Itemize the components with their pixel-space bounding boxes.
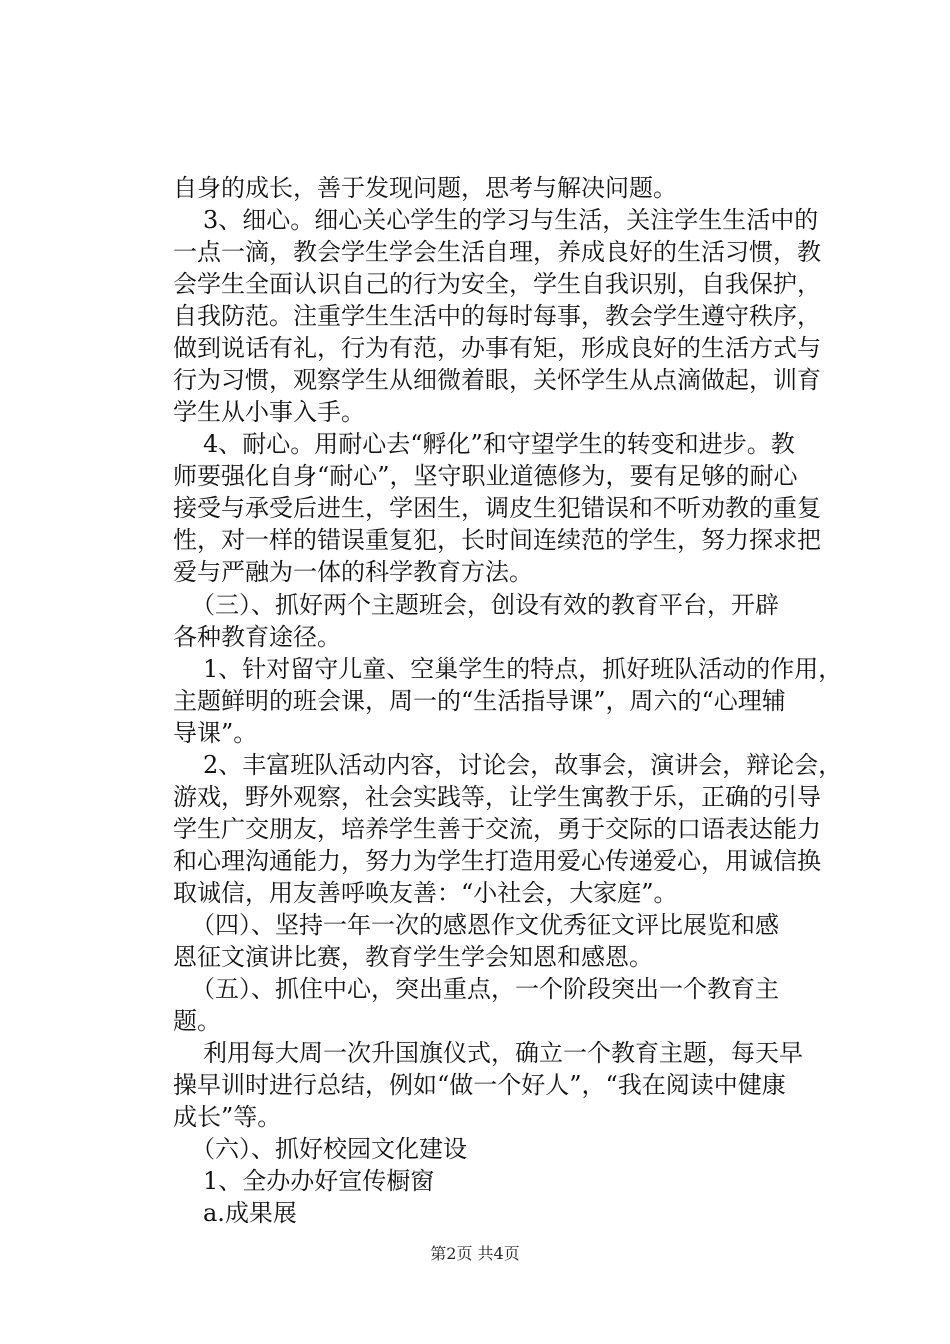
body-line: 1、针对留守儿童、空巢学生的特点，抓好班队活动的作用， <box>203 655 843 683</box>
body-line: 成长”等。 <box>173 1103 282 1131</box>
body-line: 导课”。 <box>173 719 258 747</box>
body-line: 恩征文演讲比赛，教育学生学会知恩和感恩。 <box>173 943 653 971</box>
body-line: 4、耐心。用耐心去“孵化”和守望学生的转变和进步。教 <box>203 430 795 458</box>
body-line: （五）、抓住中心，突出重点，一个阶段突出一个教育主 <box>191 975 779 1003</box>
body-line: 会学生全面认识自己的行为安全，学生自我识别，自我保护， <box>173 270 821 298</box>
body-line: 学生广交朋友，培养学生善于交流，勇于交际的口语表达能力 <box>173 815 821 843</box>
body-line: 一点一滴，教会学生学会生活自理，养成良好的生活习惯，教 <box>173 238 821 266</box>
body-line: （三）、抓好两个主题班会，创设有效的教育平台，开辟 <box>191 591 779 619</box>
body-line: （四）、坚持一年一次的感恩作文优秀征文评比展览和感 <box>191 911 779 939</box>
body-line: （六）、抓好校园文化建设 <box>191 1135 467 1163</box>
body-line: a.成果展 <box>203 1199 297 1227</box>
body-line: 行为习惯，观察学生从细微着眼，关怀学生从点滴做起，训育 <box>173 366 821 394</box>
body-line: 学生从小事入手。 <box>173 398 365 426</box>
body-line: 做到说话有礼，行为有范，办事有矩，形成良好的生活方式与 <box>173 334 821 362</box>
body-line: 主题鲜明的班会课，周一的“生活指导课”，周六的“心理辅 <box>173 687 786 715</box>
body-line: 题。 <box>173 1007 221 1035</box>
body-line: 利用每大周一次升国旗仪式，确立一个教育主题，每天早 <box>203 1039 803 1067</box>
body-line: 接受与承受后进生，学困生，调皮生犯错误和不听劝教的重复 <box>173 494 821 522</box>
page-number: 第2页 共4页 <box>430 1244 520 1263</box>
body-line: 性，对一样的错误重复犯，长时间连续范的学生，努力探求把 <box>173 526 821 554</box>
body-line: 自我防范。注重学生生活中的每时每事，教会学生遵守秩序， <box>173 302 821 330</box>
body-line: 自身的成长，善于发现问题，思考与解决问题。 <box>173 174 677 202</box>
body-line: 师要强化自身“耐心”，坚守职业道德修为，要有足够的耐心 <box>173 462 798 490</box>
body-line: 1、全办办好宣传橱窗 <box>203 1167 435 1195</box>
body-line: 取诚信，用友善呼唤友善：“小社会，大家庭”。 <box>173 879 678 907</box>
body-line: 3、细心。细心关心学生的学习与生活，关注学生生活中的 <box>203 206 819 234</box>
body-line: 和心理沟通能力，努力为学生打造用爱心传递爱心，用诚信换 <box>173 847 821 875</box>
body-line: 操早训时进行总结，例如“做一个好人”，“我在阅读中健康 <box>173 1071 786 1099</box>
body-line: 2、丰富班队活动内容，讨论会，故事会，演讲会，辩论会， <box>203 751 843 779</box>
body-line: 各种教育途径。 <box>173 623 341 651</box>
body-line: 游戏，野外观察，社会实践等，让学生寓教于乐，正确的引导 <box>173 783 821 811</box>
body-line: 爱与严融为一体的科学教育方法。 <box>173 558 533 586</box>
